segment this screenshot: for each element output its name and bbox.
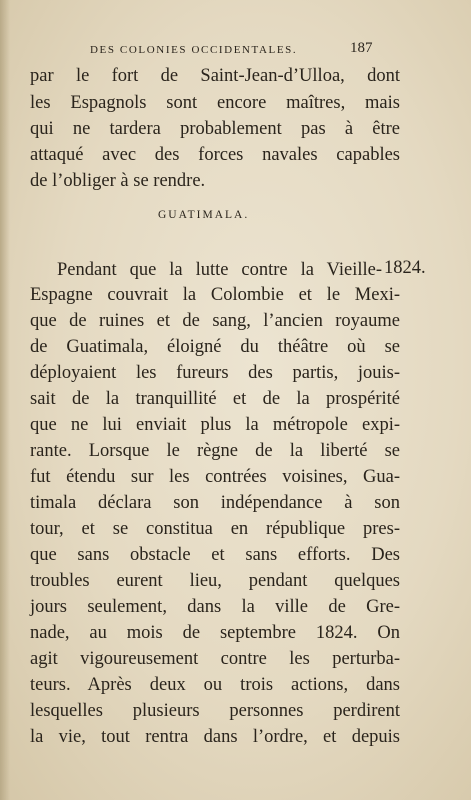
text-line: par le fort de Saint-Jean-d’Ulloa, dont <box>30 66 400 86</box>
text-line: teurs. Après deux ou trois actions, dans <box>30 675 400 695</box>
section-title: GUATIMALA. <box>158 209 250 221</box>
text-line: Pendant que la lutte contre la Vieille- <box>57 260 382 280</box>
text-line: jours seulement, dans la ville de Gre- <box>30 597 400 617</box>
text-line: les Espagnols sont encore maîtres, mais <box>30 93 400 113</box>
text-line: déployaient les fureurs des partis, jouis- <box>30 363 400 383</box>
text-line: sait de la tranquillité et de la prospérité <box>30 389 400 409</box>
text-line: rante. Lorsque le règne de la liberté se <box>30 441 400 461</box>
text-line: attaqué avec des forces navales capables <box>30 145 400 165</box>
page-number: 187 <box>350 40 373 56</box>
text-line: agit vigoureusement contre les perturba- <box>30 649 400 669</box>
text-line: la vie, tout rentra dans l’ordre, et depuis <box>30 727 400 747</box>
text-line: tour, et se constitua en république pres- <box>30 519 400 539</box>
text-line: de l’obliger à se rendre. <box>30 171 206 191</box>
text-line: timala déclara son indépendance à son <box>30 493 400 513</box>
text-line: nade, au mois de septembre 1824. On <box>30 623 400 643</box>
page-gutter-shadow <box>0 0 10 800</box>
text-line: que sans obstacle et sans efforts. Des <box>30 545 400 565</box>
text-line: troubles eurent lieu, pendant quelques <box>30 571 400 591</box>
text-line: lesquelles plusieurs personnes perdirent <box>30 701 400 721</box>
text-line: que de ruines et de sang, l’ancien royaume <box>30 311 400 331</box>
text-line: qui ne tardera probablement pas à être <box>30 119 400 139</box>
text-line: fut étendu sur les contrées voisines, Gua- <box>30 467 400 487</box>
text-line: Espagne couvrait la Colombie et le Mexi- <box>30 285 400 305</box>
text-line: que ne lui enviait plus la métropole expi- <box>30 415 400 435</box>
margin-date: 1824. <box>384 258 426 278</box>
running-head: DES COLONIES OCCIDENTALES. <box>90 44 298 56</box>
text-line: de Guatimala, éloigné du théâtre où se <box>30 337 400 357</box>
